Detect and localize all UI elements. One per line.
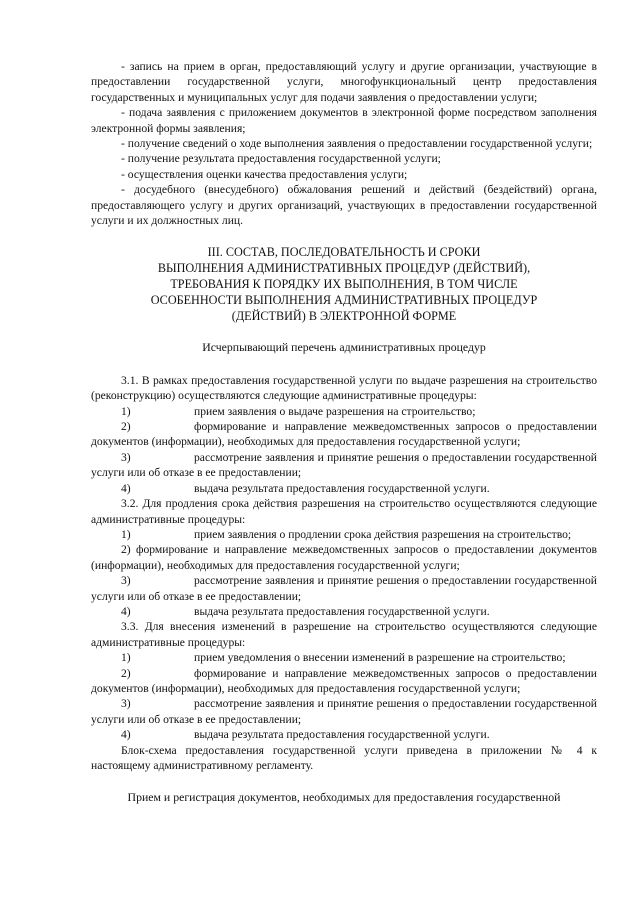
paragraph-intro: 3.2. Для продления срока действия разрешения на строительство осуществляются следующие административные процедуры: (91, 497, 597, 526)
list-item (91, 404, 597, 419)
item-text: выдача результата предоставления государственной услуги. (194, 481, 490, 495)
item-text: рассмотрение заявления и принятие решения о предоставлении государственной услуги или об отказе в ее предоставлении; (91, 697, 597, 726)
list-item: 2) формирование и направление межведомственных запросов о предоставлении документов (информации), необходимых для предоставления государственной услуги; (91, 543, 597, 572)
item-number: 2) (121, 420, 131, 434)
item-text: рассмотрение заявления и принятие решения о предоставлении государственной услуги или об отказе в ее предоставлении; (91, 450, 597, 480)
list-item: - запись на прием в орган, предоставляющий услугу и другие организации, участвующие в предоставлении государственной услуги, многофункциональный центр предоставления государственных и муниципальных услуг для подачи заявления о предоставлении услуги; (91, 60, 597, 104)
item-text: прием заявления о продлении срока действия разрешения на строительство; (194, 527, 572, 541)
paragraph-intro: 3.1. В рамках предоставления государственной услуги по выдаче разрешения на строительство (реконструкцию) осуществляются следующие административные процедуры: (91, 373, 597, 403)
list-item (91, 573, 597, 604)
list-item (91, 450, 597, 481)
heading-line: III. СОСТАВ, ПОСЛЕДОВАТЕЛЬНОСТЬ И СРОКИ (207, 245, 481, 260)
list-item (91, 481, 597, 496)
item-number: 1) (121, 404, 131, 418)
item-number: 4) (121, 481, 131, 495)
list-item (91, 727, 597, 742)
paragraph-3-3 (91, 619, 597, 742)
item-text: выдача результата предоставления государственной услуги. (194, 728, 490, 742)
item-text: формирование и направление межведомственных запросов о предоставлении документов (информации), необходимых для предоставления государственной услуги; (91, 666, 597, 695)
heading-line: ОСОБЕННОСТИ ВЫПОЛНЕНИЯ АДМИНИСТРАТИВНЫХ ПРОЦЕДУР (150, 292, 538, 307)
item-text: рассмотрение заявления и принятие решения о предоставлении государственной услуги или об отказе в ее предоставлении; (91, 574, 597, 603)
item-text: выдача результата предоставления государственной услуги. (194, 604, 490, 618)
list-item (91, 666, 597, 697)
heading-line: ТРЕБОВАНИЯ К ПОРЯДКУ ИХ ВЫПОЛНЕНИЯ, В ТОМ ЧИСЛЕ (170, 277, 518, 292)
next-section-heading: Прием и регистрация документов, необходимых для предоставления государственной (127, 790, 561, 805)
section-heading (91, 245, 597, 324)
list-item (91, 604, 597, 619)
list-item: - подача заявления с приложением документов в электронной форме посредством заполнения электронной формы заявления; (91, 106, 597, 135)
list-item: - досудебного (внесудебного) обжалования решений и действий (бездействий) органа, предоставляющего услугу и других организаций, участвующих в предоставлении государственной услуги и их должностных лиц. (91, 183, 597, 228)
list-item: - получение сведений о ходе выполнения заявления о предоставлении государственной услуги; (121, 137, 593, 151)
item-text: прием уведомления о внесении изменений в разрешение на строительство; (194, 651, 566, 665)
list-item: - получение результата предоставления государственной услуги; (121, 152, 441, 166)
subheading: Исчерпывающий перечень административных процедур (202, 340, 486, 355)
item-text: прием заявления о выдаче разрешения на строительство; (194, 404, 476, 418)
list-item (91, 650, 597, 665)
paragraph-3-2 (91, 496, 597, 619)
list-item: - осуществления оценки качества предоставления услуги; (121, 167, 408, 181)
item-number: 1) (121, 527, 131, 541)
paragraph-intro: 3.3. Для внесения изменений в разрешение на строительство осуществляются следующие административные процедуры: (91, 620, 597, 649)
item-number: 2) (121, 666, 131, 680)
list-item (91, 696, 597, 727)
item-text: формирование и направление межведомственных запросов о предоставлении документов (информации), необходимых для предоставления государственной услуги; (91, 420, 597, 449)
intro-list (91, 59, 597, 228)
list-item (91, 419, 597, 450)
item-number: 4) (121, 604, 131, 618)
item-number: 4) (121, 728, 131, 742)
paragraph-3-1 (91, 373, 597, 496)
document-page (91, 59, 597, 806)
item-number: 1) (121, 651, 131, 665)
heading-line: (ДЕЙСТВИЙ) В ЭЛЕКТРОННОЙ ФОРМЕ (231, 308, 457, 323)
item-number: 3) (121, 450, 131, 464)
heading-line: ВЫПОЛНЕНИЯ АДМИНИСТРАТИВНЫХ ПРОЦЕДУР (ДЕЙСТВИЙ), (157, 261, 531, 276)
flowchart-note: Блок-схема предоставления государственной услуги приведена в приложении № 4 к настоящему административному регламенту. (91, 743, 597, 773)
list-item (91, 527, 597, 542)
item-number: 3) (121, 574, 131, 588)
item-number: 3) (121, 697, 131, 711)
